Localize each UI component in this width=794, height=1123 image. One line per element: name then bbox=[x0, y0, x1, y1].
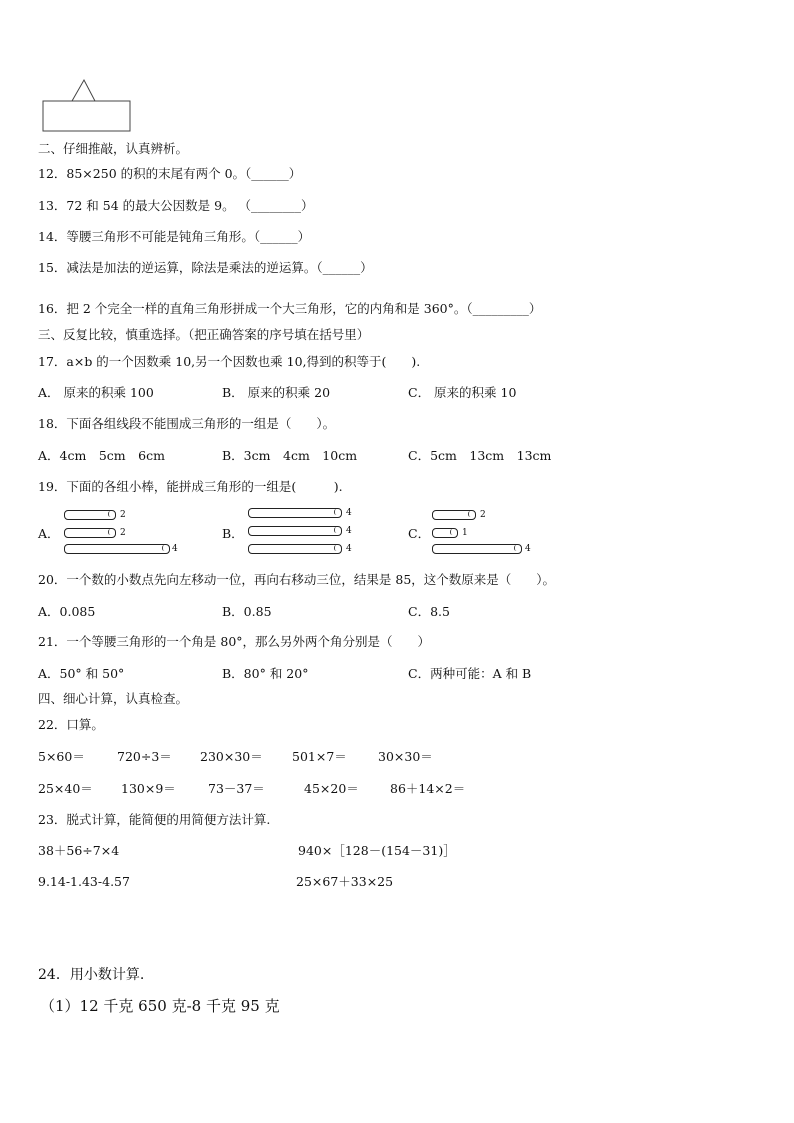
q21-option-b: B．80° 和 20° bbox=[222, 666, 309, 681]
question-19-stem: 19．下面的各组小棒，能拼成三角形的一组是( ). bbox=[38, 479, 343, 494]
q19-option-b-label: B． bbox=[222, 526, 244, 541]
oral-calc-item: 73－37＝ bbox=[208, 781, 265, 796]
q18-option-a: A．4cm 5cm 6cm bbox=[38, 448, 165, 463]
stick-c2-length: 1 bbox=[462, 528, 468, 538]
figure-rectangle bbox=[43, 101, 130, 131]
stick-a3-length: 4 bbox=[172, 544, 178, 554]
question-20-stem: 20．一个数的小数点先向左移动一位，再向右移动三位，结果是 85，这个数原来是（ ）。 bbox=[38, 572, 556, 587]
stick-a3 bbox=[64, 544, 170, 554]
expression-1: 38＋56÷7×4 bbox=[38, 843, 120, 858]
stick-b3 bbox=[248, 544, 342, 554]
question-23-stem: 23．脱式计算，能简便的用简便方法计算. bbox=[38, 812, 271, 827]
question-12: 12．85×250 的积的末尾有两个 0。（______） bbox=[38, 166, 302, 181]
stick-c3 bbox=[432, 544, 522, 554]
question-13: 13．72 和 54 的最大公因数是 9。 （________） bbox=[38, 198, 314, 213]
oral-calc-item: 25×40＝ bbox=[38, 781, 93, 796]
stick-c1-length: 2 bbox=[480, 510, 486, 520]
question-24-stem: 24．用小数计算. bbox=[38, 967, 145, 983]
oral-calc-item: 30×30＝ bbox=[378, 749, 433, 764]
question-18-stem: 18．下面各组线段不能围成三角形的一组是（ ）。 bbox=[38, 416, 336, 431]
q19-option-c-label: C． bbox=[408, 526, 431, 541]
q18-option-c: C．5cm 13cm 13cm bbox=[408, 448, 552, 463]
stick-c1 bbox=[432, 510, 476, 520]
question-21-stem: 21．一个等腰三角形的一个角是 80°，那么另外两个角分别是（ ） bbox=[38, 634, 431, 649]
oral-calc-item: 501×7＝ bbox=[292, 749, 347, 764]
section4-title: 四、细心计算，认真检查。 bbox=[38, 691, 189, 706]
figure-triangle bbox=[72, 80, 95, 101]
stick-b1 bbox=[248, 508, 342, 518]
stick-a1 bbox=[64, 510, 116, 520]
question-14: 14．等腰三角形不可能是钝角三角形。（______） bbox=[38, 229, 311, 244]
question-24-part-1: （1）12 千克 650 克-8 千克 95 克 bbox=[40, 997, 280, 1015]
oral-calc-item: 130×9＝ bbox=[121, 781, 176, 796]
q17-option-b: B． 原来的积乘 20 bbox=[222, 385, 331, 400]
q21-option-c: C．两种可能：A 和 B bbox=[408, 666, 532, 681]
oral-calc-item: 5×60＝ bbox=[38, 749, 85, 764]
section2-title: 二、仔细推敲，认真辨析。 bbox=[38, 141, 189, 156]
question-17-stem: 17．a×b 的一个因数乘 10,另一个因数也乘 10,得到的积等于( ). bbox=[38, 354, 421, 369]
house-figure bbox=[0, 0, 794, 140]
q17-option-a: A． 原来的积乘 100 bbox=[38, 385, 154, 400]
question-16: 16．把 2 个完全一样的直角三角形拼成一个大三角形，它的内角和是 360°。（_________） bbox=[38, 301, 542, 316]
oral-calc-item: 45×20＝ bbox=[304, 781, 359, 796]
q20-option-a: A．0.085 bbox=[38, 604, 96, 619]
expression-3: 9.14-1.43-4.57 bbox=[38, 874, 130, 889]
oral-calc-item: 86＋14×2＝ bbox=[390, 781, 466, 796]
oral-calc-item: 230×30＝ bbox=[200, 749, 263, 764]
section3-title: 三、反复比较，慎重选择。（把正确答案的序号填在括号里） bbox=[38, 327, 370, 342]
q21-option-a: A．50° 和 50° bbox=[38, 666, 125, 681]
expression-2: 940×［128－(154－31)］ bbox=[298, 843, 456, 858]
q20-option-c: C．8.5 bbox=[408, 604, 450, 619]
oral-calc-item: 720÷3＝ bbox=[117, 749, 172, 764]
q18-option-b: B．3cm 4cm 10cm bbox=[222, 448, 358, 463]
stick-a1-length: 2 bbox=[120, 510, 126, 520]
stick-a2-length: 2 bbox=[120, 528, 126, 538]
stick-c2 bbox=[432, 528, 458, 538]
stick-b3-length: 4 bbox=[346, 544, 352, 554]
q17-option-c: C． 原来的积乘 10 bbox=[408, 385, 517, 400]
stick-c3-length: 4 bbox=[525, 544, 531, 554]
stick-b1-length: 4 bbox=[346, 508, 352, 518]
q19-option-a-label: A． bbox=[38, 526, 60, 541]
question-15: 15．减法是加法的逆运算，除法是乘法的逆运算。（______） bbox=[38, 260, 373, 275]
stick-b2 bbox=[248, 526, 342, 536]
expression-4: 25×67＋33×25 bbox=[296, 874, 394, 889]
q20-option-b: B．0.85 bbox=[222, 604, 272, 619]
question-22-stem: 22．口算。 bbox=[38, 717, 104, 732]
stick-b2-length: 4 bbox=[346, 526, 352, 536]
stick-a2 bbox=[64, 528, 116, 538]
